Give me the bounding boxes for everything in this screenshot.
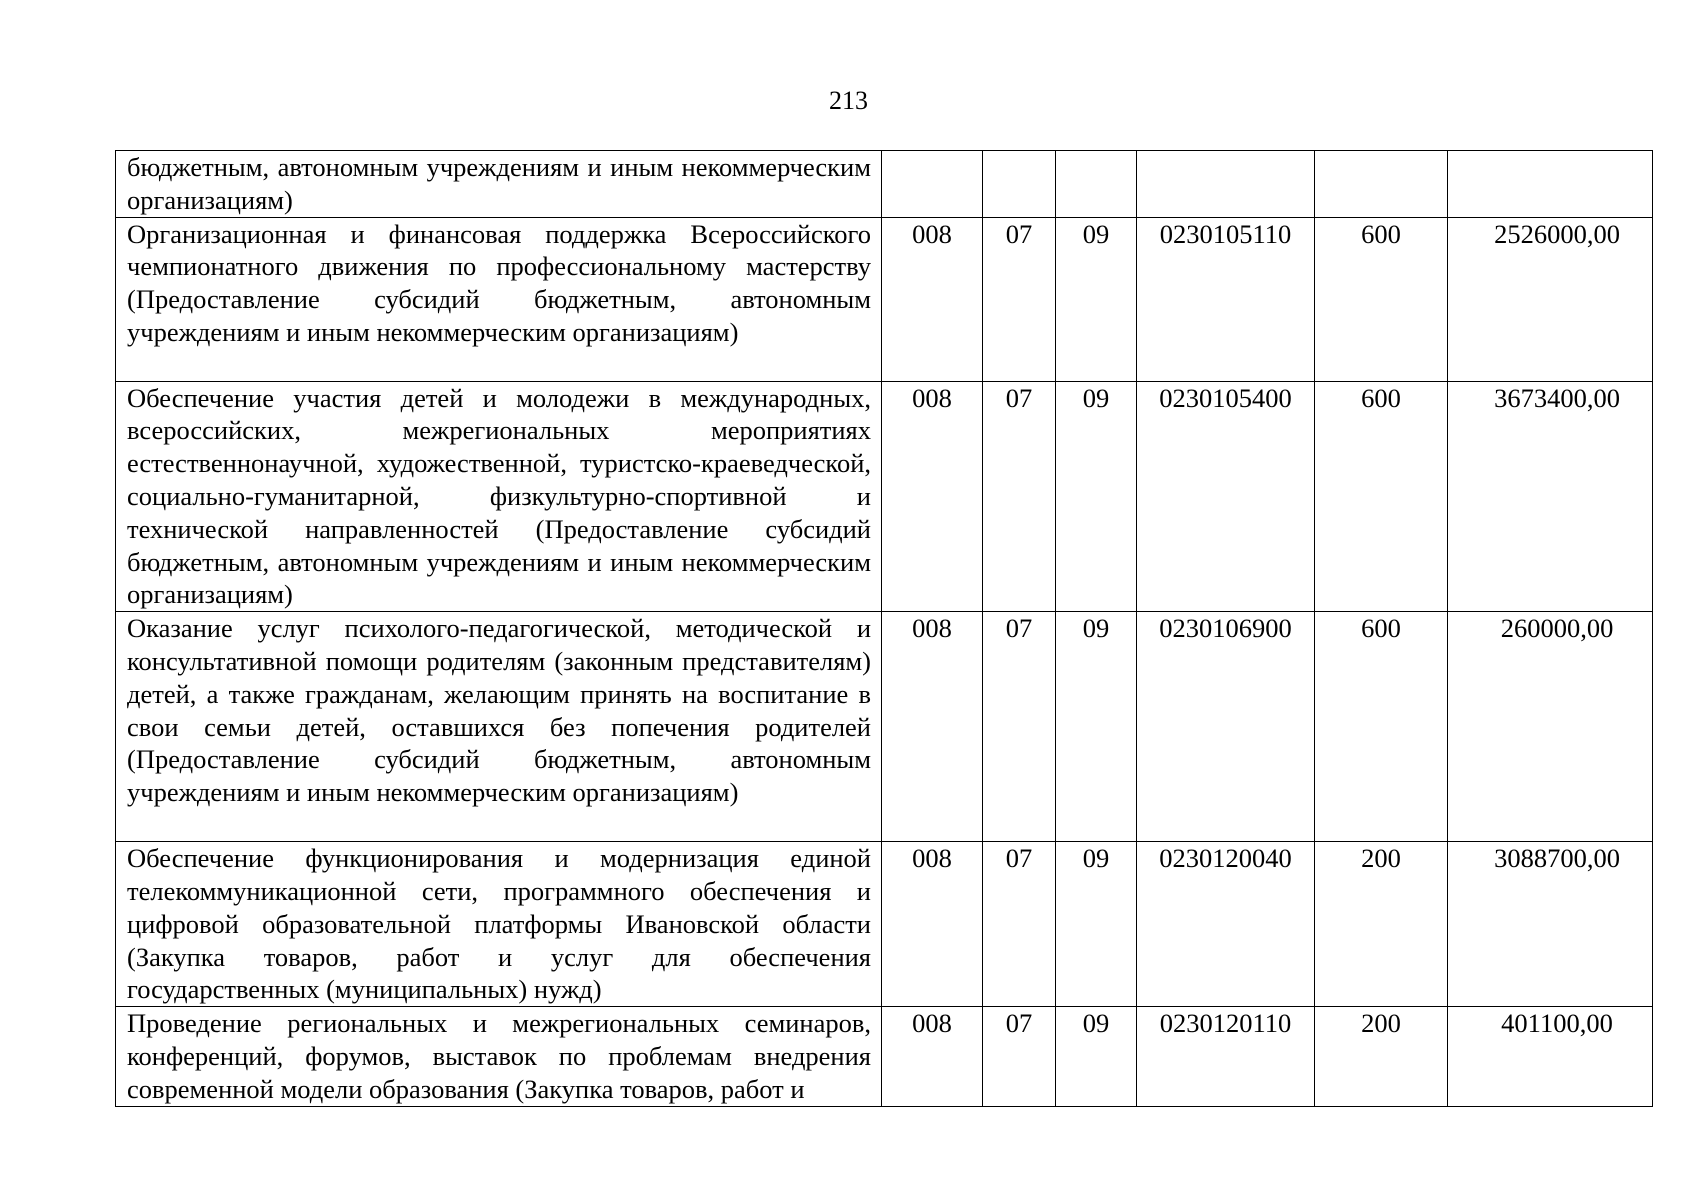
amount-value: 401100,00 bbox=[1448, 1007, 1653, 1106]
expense-description: Оказание услуг психолого-педагогической, методической и консультативной помощи родителям (законным представителям) детей, а также гражданам, желающим принять на воспитание в свои семьи детей, оставшихся без попечения родителей (Предоставление субсидий бюджетным, автономным учреждениям и иным некоммерческим организациям) bbox=[116, 612, 882, 842]
expense-type-code bbox=[1315, 151, 1448, 218]
section-code: 07 bbox=[983, 612, 1056, 842]
expense-description: Обеспечение участия детей и молодежи в международных, всероссийских, межрегиональных мероприятиях естественнонаучной, художественной, туристско-краеведческой, социально-гуманитарной, физкультурно-спортивной и технической направленностей (Предоставление субсидий бюджетным, автономным учреждениям и иным некоммерческим организациям) bbox=[116, 381, 882, 612]
subsection-code: 09 bbox=[1056, 612, 1137, 842]
amount-value: 3673400,00 bbox=[1448, 381, 1653, 612]
target-article-code: 0230120110 bbox=[1137, 1007, 1315, 1106]
ministry-code: 008 bbox=[882, 381, 983, 612]
expense-description: Организационная и финансовая поддержка Всероссийского чемпионатного движения по профессиональному мастерству (Предоставление субсидий бюджетным, автономным учреждениям и иным некоммерческим организациям) bbox=[116, 217, 882, 381]
ministry-code: 008 bbox=[882, 612, 983, 842]
page-number: 213 bbox=[829, 86, 868, 115]
ministry-code: 008 bbox=[882, 1007, 983, 1106]
subsection-code bbox=[1056, 151, 1137, 218]
subsection-code: 09 bbox=[1056, 217, 1137, 381]
expense-type-code: 600 bbox=[1315, 381, 1448, 612]
expense-description: бюджетным, автономным учреждениям и иным некоммерческим организациям) bbox=[116, 151, 882, 218]
table-row bbox=[116, 842, 1653, 1007]
expense-type-code: 600 bbox=[1315, 217, 1448, 381]
expense-description: Проведение региональных и межрегиональных семинаров, конференций, форумов, выставок по проблемам внедрения современной модели образования (Закупка товаров, работ и bbox=[116, 1007, 882, 1106]
budget-table bbox=[115, 150, 1653, 1107]
table-row bbox=[116, 217, 1653, 381]
section-code bbox=[983, 151, 1056, 218]
table-row bbox=[116, 1007, 1653, 1106]
expense-type-code: 200 bbox=[1315, 842, 1448, 1007]
target-article-code bbox=[1137, 151, 1315, 218]
amount-value: 3088700,00 bbox=[1448, 842, 1653, 1007]
subsection-code: 09 bbox=[1056, 1007, 1137, 1106]
target-article-code: 0230106900 bbox=[1137, 612, 1315, 842]
amount-value: 260000,00 bbox=[1448, 612, 1653, 842]
table-row bbox=[116, 612, 1653, 842]
target-article-code: 0230105110 bbox=[1137, 217, 1315, 381]
section-code: 07 bbox=[983, 842, 1056, 1007]
table-row bbox=[116, 381, 1653, 612]
amount-value: 2526000,00 bbox=[1448, 217, 1653, 381]
expense-type-code: 200 bbox=[1315, 1007, 1448, 1106]
section-code: 07 bbox=[983, 381, 1056, 612]
section-code: 07 bbox=[983, 1007, 1056, 1106]
ministry-code: 008 bbox=[882, 217, 983, 381]
section-code: 07 bbox=[983, 217, 1056, 381]
table-row bbox=[116, 151, 1653, 218]
target-article-code: 0230120040 bbox=[1137, 842, 1315, 1007]
ministry-code: 008 bbox=[882, 842, 983, 1007]
amount-value bbox=[1448, 151, 1653, 218]
expense-description: Обеспечение функционирования и модернизация единой телекоммуникационной сети, программного обеспечения и цифровой образовательной платформы Ивановской области (Закупка товаров, работ и услуг для обеспечения государственных (муниципальных) нужд) bbox=[116, 842, 882, 1007]
target-article-code: 0230105400 bbox=[1137, 381, 1315, 612]
subsection-code: 09 bbox=[1056, 381, 1137, 612]
subsection-code: 09 bbox=[1056, 842, 1137, 1007]
expense-type-code: 600 bbox=[1315, 612, 1448, 842]
ministry-code bbox=[882, 151, 983, 218]
